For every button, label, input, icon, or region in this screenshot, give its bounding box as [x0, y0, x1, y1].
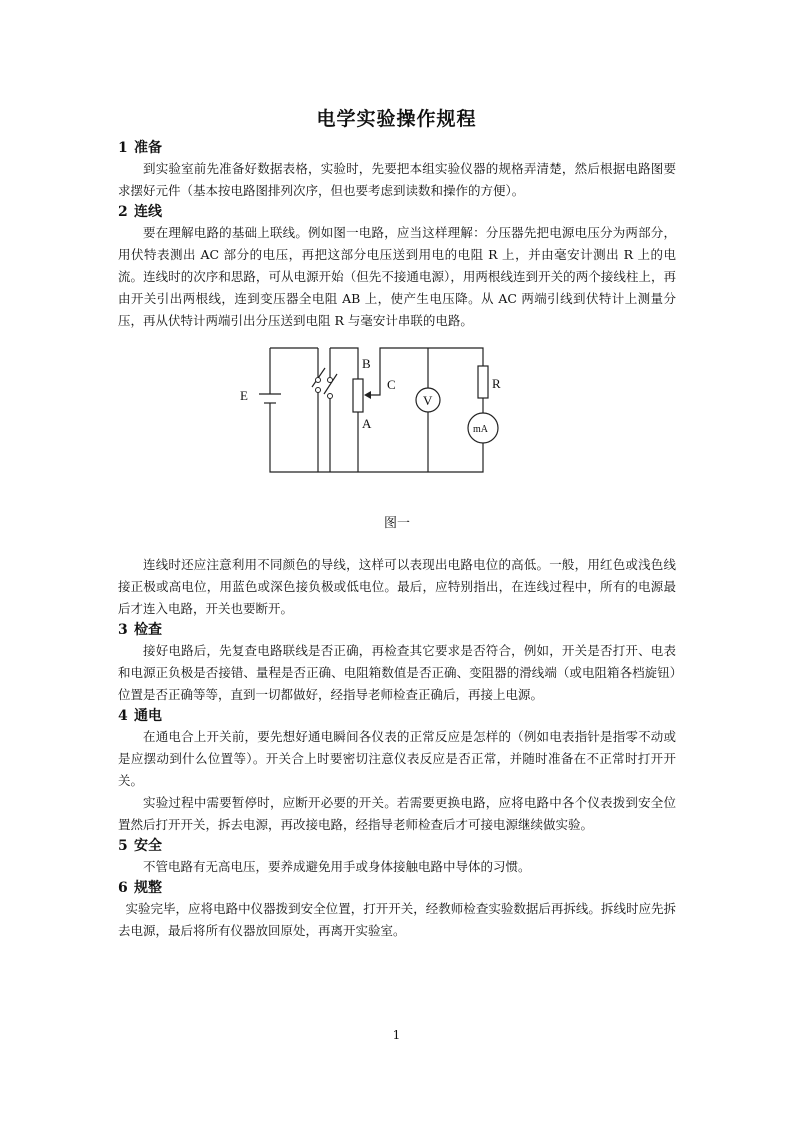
switch-terminal	[316, 388, 321, 393]
section-heading	[118, 620, 676, 640]
wire-top-right	[428, 348, 483, 366]
switch-terminal	[316, 378, 321, 383]
label-C: C	[387, 377, 396, 392]
document-title: 电学实验操作规程	[316, 108, 477, 130]
label-V: V	[423, 393, 433, 408]
section-heading	[118, 836, 676, 856]
section-number: 4	[118, 708, 128, 724]
section-heading	[118, 706, 676, 726]
label-A: A	[362, 416, 372, 431]
slider-wire	[370, 348, 428, 395]
section-wiring	[118, 202, 676, 620]
section-heading	[118, 878, 676, 898]
resistor-R	[478, 366, 488, 398]
label-R: R	[492, 376, 501, 391]
paragraph: 在通电合上开关前，要先想好通电瞬间各仪表的正常反应是怎样的（例如电表指针是指零不动或是应摆动到什么位置等）。开关合上时要密切注意仪表反应是否正常，并随时准备在不正常时打开开关。	[118, 729, 676, 788]
label-mA: mA	[473, 424, 488, 435]
wire-left-bottom	[270, 407, 428, 472]
section-number: 1	[118, 140, 128, 156]
section-title: 安全	[134, 838, 162, 854]
paragraph: 到实验室前先准备好数据表格，实验时，先要把本组实验仪器的规格弄清楚，然后根据电路图要求摆好元件（基本按电路图排列次序，但也要考虑到读数和操作的方便）。	[118, 161, 676, 198]
page-number: 1	[392, 1028, 401, 1042]
section-heading	[118, 202, 676, 222]
figure-caption: 图一	[383, 516, 410, 531]
paragraph: 实验完毕，应将电路中仪器拨到安全位置，打开开关，经教师检查实验数据后再拆线。拆线时应先拆去电源，最后将所有仪器放回原处，再离开实验室。	[118, 901, 676, 938]
section-title: 连线	[134, 204, 162, 220]
paragraph: 实验过程中需要暂停时，应断开必要的开关。若需要更换电路，应将电路中各个仪表拨到安全位置然后打开开关，拆去电源，再改接电路，经指导老师检查后才可接电源继续做实验。	[118, 795, 676, 832]
document-body	[118, 138, 676, 942]
switch-terminal	[328, 394, 333, 399]
label-E: E	[240, 388, 248, 403]
section-heading	[118, 138, 676, 158]
label-B: B	[362, 356, 371, 371]
section-title: 通电	[134, 708, 162, 724]
circuit-diagram	[118, 332, 676, 514]
section-inspection	[118, 620, 676, 706]
section-number: 5	[118, 838, 128, 854]
switch-terminal	[328, 378, 333, 383]
section-number: 6	[118, 880, 128, 896]
slider-arrow	[364, 391, 371, 399]
section-number: 3	[118, 622, 128, 638]
paragraph: 接好电路后，先复查电路联线是否正确，再检查其它要求是否符合，例如，开关是否打开、电表和电源正负极是否接错、量程是否正确、电阻箱数值是否正确、变阻器的滑线端（或电阻箱各档旋钮）位置是否正确等等，直到一切都做好，经指导老师检查正确后，再接上电源。	[118, 643, 676, 702]
paragraph: 连线时还应注意利用不同颜色的导线，这样可以表现出电路电位的高低。一般，用红色或浅色线接正极或高电位，用蓝色或深色接负极或低电位。最后，应特别指出，在连线过程中，所有的电源最后才连入电路，开关也要断开。	[118, 557, 676, 616]
section-safety	[118, 836, 676, 878]
section-power-on	[118, 706, 676, 836]
section-tidy-up	[118, 878, 676, 942]
circuit-figure	[118, 332, 676, 514]
section-title: 检查	[134, 622, 162, 638]
section-number: 2	[118, 204, 128, 220]
section-title: 规整	[134, 880, 162, 896]
wire-bottom-right	[428, 443, 483, 472]
rheostat	[353, 379, 363, 412]
section-title: 准备	[134, 140, 162, 156]
paragraph: 不管电路有无高电压，要养成避免用手或身体接触电路中导体的习惯。	[143, 859, 531, 874]
section-preparation	[118, 138, 676, 202]
wire-to-rheostat-top	[330, 348, 358, 379]
paragraph: 要在理解电路的基础上联线。例如图一电路，应当这样理解：分压器先把电源电压分为两部分，用伏特表测出 AC 部分的电压，再把这部分电压送到用电的电阻 R 上，并由毫安计测出 R 上的电流。连线时的次序和思路，可从电源开始（但先不接通电源），用两根线连到开关的两个接线柱上，再由开关引出两根线，连到变压器全电阻 AB 上，使产生电压降。从 AC 两端引线到伏特计上测量分压，再从伏特计两端引出分压送到电阻 R 与毫安计串联的电路。	[118, 225, 676, 328]
